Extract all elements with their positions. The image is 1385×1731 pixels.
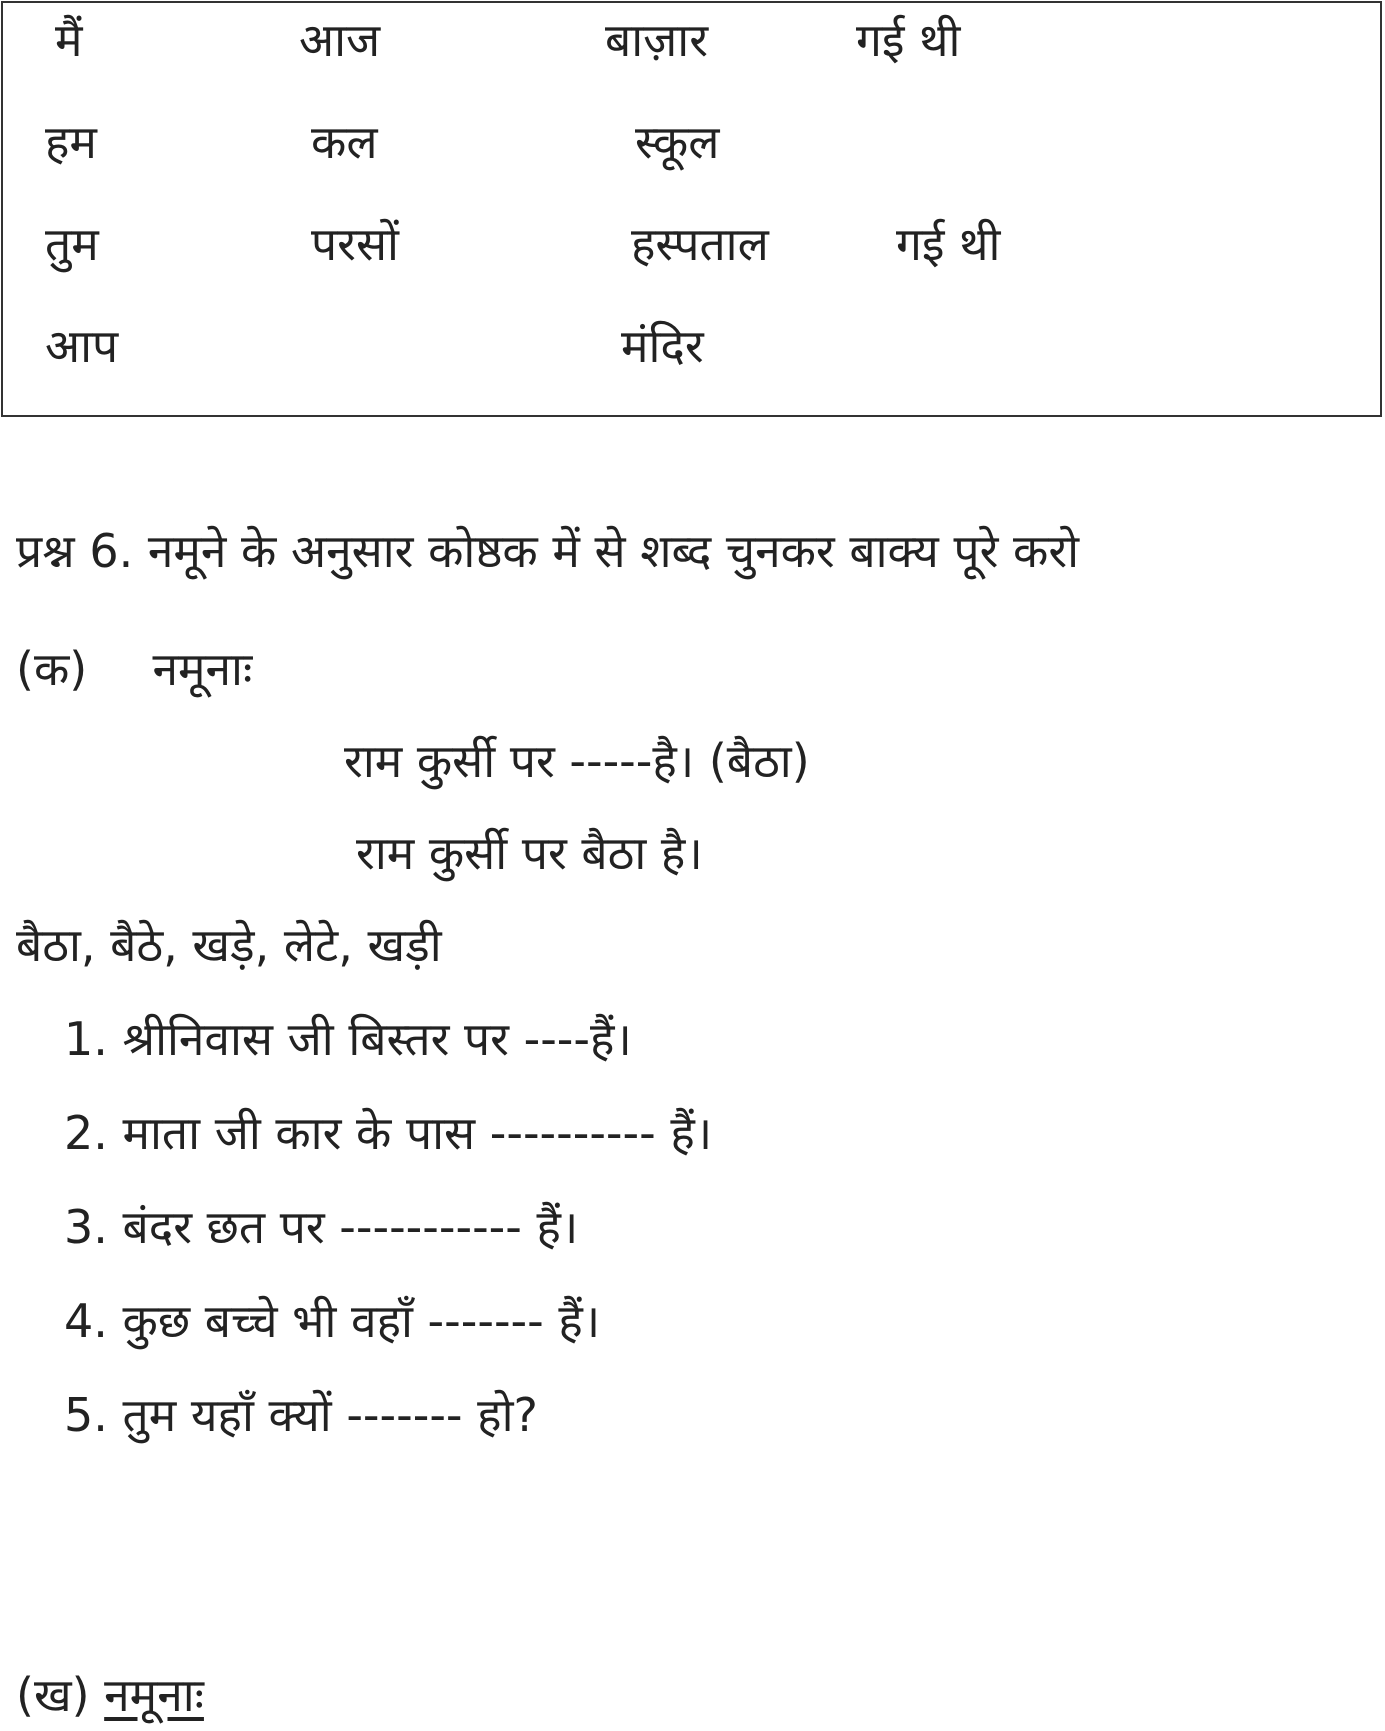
- example-question: राम कुर्सी पर -----है। (बैठा): [344, 734, 810, 788]
- part-b-label: (ख): [16, 1668, 90, 1722]
- part-b-sample-label: नमूनाः: [104, 1668, 204, 1722]
- exercise-item: 2. माता जी कार के पास ---------- हैं।: [64, 1106, 713, 1160]
- part-a-heading: [16, 642, 253, 696]
- exercise-item: 1. श्रीनिवास जी बिस्तर पर ----हैं।: [64, 1012, 632, 1066]
- part-a-sample-label: नमूनाः: [152, 642, 253, 696]
- exercise-item: 4. कुछ बच्चे भी वहाँ ------- हैं।: [64, 1294, 601, 1348]
- box-word: स्कूल: [635, 115, 720, 169]
- box-word: गई थी: [856, 13, 961, 67]
- box-word: मैं: [55, 13, 83, 67]
- word-options: बैठा, बैठे, खड़े, लेटे, खड़ी: [16, 918, 442, 972]
- box-word: हम: [45, 115, 97, 169]
- exercise-item: 5. तुम यहाँ क्यों ------- हो?: [64, 1388, 538, 1442]
- box-word: तुम: [45, 217, 99, 271]
- exercise-item: 3. बंदर छत पर ----------- हैं।: [64, 1200, 579, 1254]
- box-word: गई थी: [896, 217, 1001, 271]
- box-word: कल: [311, 115, 378, 169]
- word-box: [1, 1, 1382, 417]
- part-a-label: (क): [16, 642, 88, 696]
- part-b-heading: [16, 1668, 204, 1722]
- box-word: परसों: [311, 217, 399, 271]
- question-title: प्रश्न 6. नमूने के अनुसार कोष्ठक में से शब्द चुनकर बाक्य पूरे करो: [16, 524, 1080, 578]
- box-word: आप: [45, 319, 119, 373]
- box-word: मंदिर: [621, 319, 704, 373]
- example-answer: राम कुर्सी पर बैठा है।: [356, 826, 703, 880]
- box-word: आज: [299, 13, 381, 67]
- box-word: हस्पताल: [631, 217, 769, 271]
- box-word: बाज़ार: [605, 13, 709, 67]
